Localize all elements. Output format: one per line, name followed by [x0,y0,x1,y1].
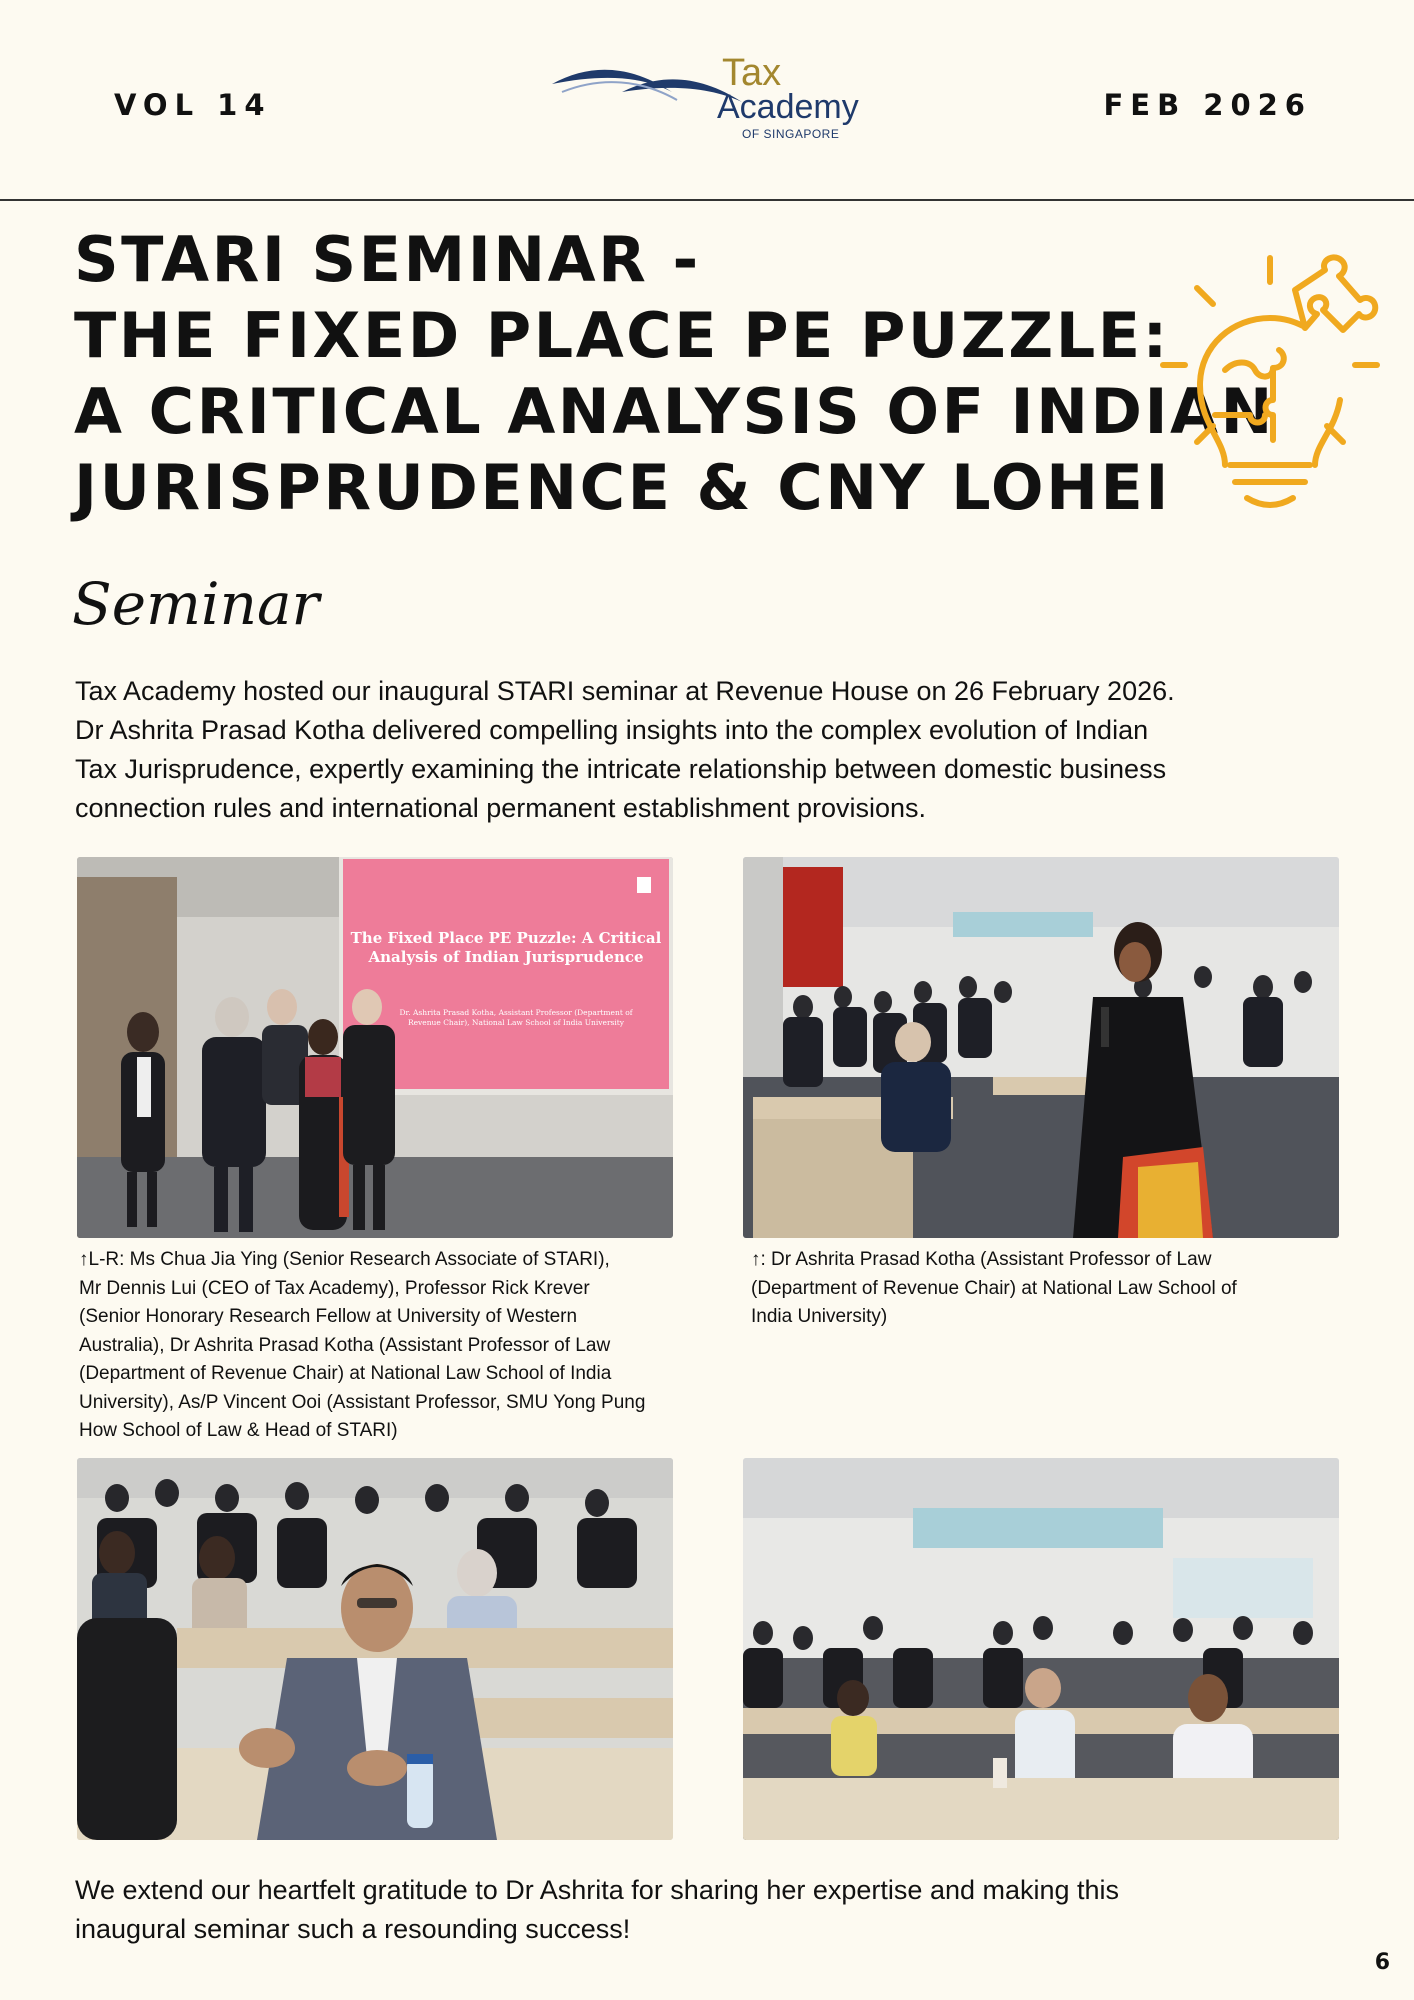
caption-speaker-photo [751,1246,1351,1332]
caption-line: ↑: Dr Ashrita Prasad Kotha (Assistant Professor of Law [751,1249,1212,1270]
closing-line: We extend our heartfelt gratitude to Dr Ashrita for sharing her expertise and making this [75,1875,1120,1905]
closing-line: inaugural seminar such a resounding success! [75,1914,631,1944]
slide-subtitle-line2: Revenue Chair), National Law School of India University [407,1018,625,1027]
tax-academy-logo [552,52,872,144]
caption-line: University), As/P Vincent Ooi (Assistant Professor, SMU Yong Pung [79,1391,646,1413]
caption-line: Mr Dennis Lui (CEO of Tax Academy), Professor Rick Krever [79,1277,590,1299]
volume-label: VOL 14 [114,88,272,122]
caption-line: Australia), Dr Ashrita Prasad Kotha (Assistant Professor of Law [79,1334,611,1356]
title-line: JURISPRUDENCE & CNY LOHEI [74,451,1171,524]
caption-line: (Senior Honorary Research Fellow at University of Western [79,1306,578,1327]
caption-line: ↑L-R: Ms Chua Jia Ying (Senior Research Associate of STARI), [79,1249,610,1270]
title-line: A CRITICAL ANALYSIS OF INDIAN [74,375,1275,448]
slide-subtitle-line1: Dr. Ashrita Prasad Kotha, Assistant Professor (Department of [399,1008,633,1017]
logo-word-tax: Tax [722,52,782,94]
caption-line: (Department of Revenue Chair) at National Law School of India [79,1363,612,1384]
logo-word-academy: Academy [717,88,859,126]
title-line: STARI SEMINAR - [74,223,701,296]
slide-title-line1: The Fixed Place PE Puzzle: A Critical [350,929,662,947]
puzzle-lightbulb-icon [1155,250,1385,520]
caption-line: (Department of Revenue Chair) at National Law School of [751,1277,1237,1299]
logo-subtitle: OF SINGAPORE [742,127,840,141]
intro-paragraph [75,672,1355,828]
caption-group-photo [79,1246,719,1446]
photo-audience-foreground [77,1458,673,1840]
photo-audience-room [743,1458,1339,1840]
photo-speaker-presenting [743,857,1339,1238]
issue-date: FEB 2026 [1103,88,1312,122]
intro-line: connection rules and international permanent establishment provisions. [75,793,927,823]
section-heading: Seminar [72,570,320,638]
title-line: THE FIXED PLACE PE PUZZLE: [74,299,1170,372]
photo-group-with-slide [77,857,673,1238]
slide-title-line2: Analysis of Indian Jurisprudence [368,948,644,966]
intro-line: Tax Academy hosted our inaugural STARI seminar at Revenue House on 26 February 2026. [75,676,1175,706]
page-title [74,222,1275,526]
caption-line: How School of Law & Head of STARI) [79,1420,398,1441]
intro-line: Tax Jurisprudence, expertly examining the intricate relationship between domestic business [75,754,1167,784]
closing-paragraph [75,1871,1355,1949]
caption-line: India University) [751,1306,888,1327]
intro-line: Dr Ashrita Prasad Kotha delivered compelling insights into the complex evolution of Indian [75,715,1149,745]
page-number: 6 [1374,1950,1390,1975]
header-divider [0,199,1414,201]
